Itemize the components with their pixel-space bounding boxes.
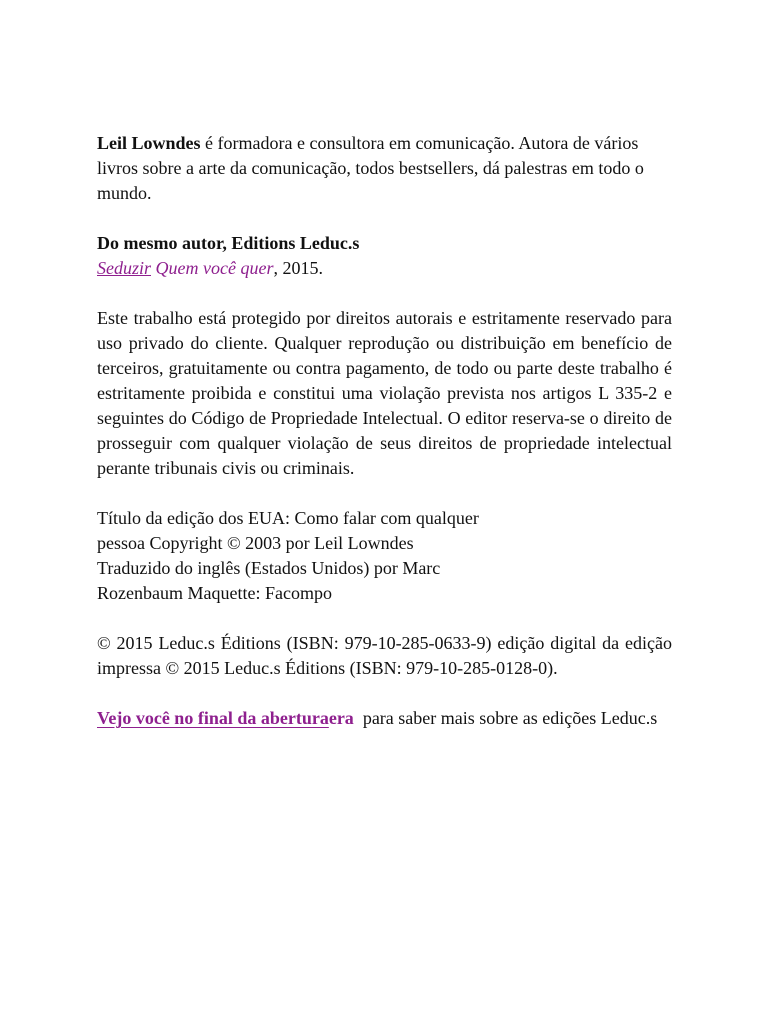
see-more-paragraph [97, 706, 672, 731]
edition-credits [97, 506, 507, 606]
book-entry [97, 256, 672, 281]
author-bio-text: é formadora e consultora em comunicação. Autora de vários livros sobre a arte da comunicação, todos bestsellers, dá palestras em todo o mundo. [97, 133, 644, 203]
see-more-text: para saber mais sobre as edições Leduc.s [353, 708, 658, 728]
copyright-notice: © 2015 Leduc.s Éditions (ISBN: 979-10-285-0633-9) edição digital da edição impressa © 2015 Leduc.s Éditions (ISBN: 979-10-285-0128-0). [97, 633, 672, 678]
author-bio [97, 131, 672, 206]
book-title-link-part2[interactable]: Quem você quer [151, 258, 274, 278]
other-works-heading: Do mesmo autor, Editions Leduc.s [97, 233, 360, 253]
credits-line-4: Rozenbaum Maquette: Facompo [97, 583, 332, 603]
credits-line-1: Título da edição dos EUA: Como falar com qualquer [97, 508, 479, 528]
document-page [97, 131, 672, 731]
book-year: , 2015. [273, 258, 323, 278]
credits-line-2: pessoa Copyright © 2003 por Leil Lowndes [97, 533, 414, 553]
see-more-link[interactable]: Vejo você no final da abertura [97, 708, 329, 728]
see-more-link-tail[interactable]: era [328, 708, 354, 728]
credits-line-3: Traduzido do inglês (Estados Unidos) por Marc [97, 558, 441, 578]
author-name: Leil Lowndes [97, 133, 201, 153]
book-title-link-part1[interactable]: Seduzir [97, 258, 151, 278]
legal-notice: Este trabalho está protegido por direitos autorais e estritamente reservado para uso privado do cliente. Qualquer reprodução ou distribuição em benefício de terceiros, gratuitamente ou contra pagamento, de todo ou parte deste trabalho é estritamente proibida e constitui uma violação prevista nos artigos L 335-2 e seguintes do Código de Propriedade Intelectual. O editor reserva-se o direito de prosseguir com qualquer violação de seus direitos de propriedade intelectual perante tribunais civis ou criminais. [97, 308, 672, 478]
other-works-section [97, 231, 672, 281]
